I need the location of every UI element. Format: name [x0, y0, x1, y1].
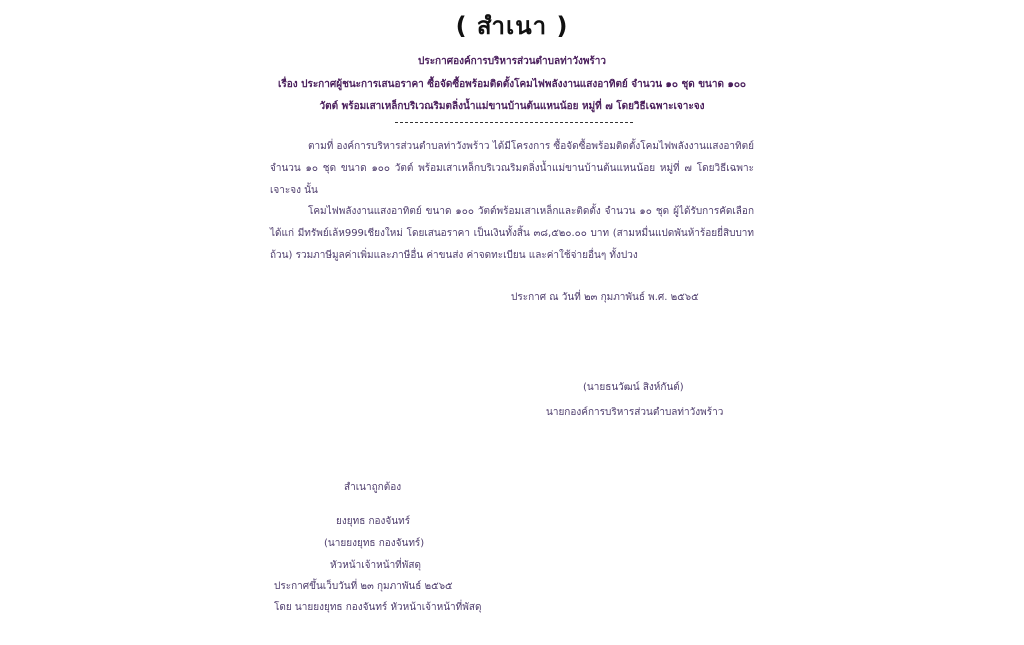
certified-copy-label: สำเนาถูกต้อง — [344, 482, 402, 493]
subject-line-1: เรื่อง ประกาศผู้ชนะการเสนอราคา ซื้อจัดซื้อพร้อมติดตั้งโคมไฟพลังงานแสงอาทิตย์ จำนวน ๑๐ ชุด ขนาด ๑๐๐ — [277, 79, 747, 90]
posted-by: โดย นายยงยุทธ กองจันทร์ หัวหน้าเจ้าหน้าที่พัสดุ — [274, 602, 482, 613]
signer-name: (นายธนวัฒน์ สิงห์กันต์) — [583, 382, 684, 393]
certifier-name: (นายยงยุทธ กองจันทร์) — [324, 538, 425, 549]
subject-line-2: วัตต์ พร้อมเสาเหล็กบริเวณริมตลิ่งน้ำแม่ขานบ้านต้นแหนน้อย หมู่ที่ ๗ โดยวิธีเฉพาะเจาะจง — [319, 101, 705, 112]
copy-title: ( สำเนา ) — [455, 12, 569, 40]
announce-date: ประกาศ ณ วันที่ ๒๓ กุมภาพันธ์ พ.ศ. ๒๕๖๕ — [511, 292, 699, 303]
paragraph-award: โคมไฟพลังงานแสงอาทิตย์ ขนาด ๑๐๐ วัตต์พร้อมเสาเหล็กและติดตั้ง จำนวน ๑๐ ชุด ผู้ได้รับการคัดเลือก ได้แก่ มีทรัพย์เล้ห999เชียงใหม่ โดยเสนอราคา เป็นเงินทั้งสิ้น ๓๘,๕๒๐.๐๐ บาท (สามหมื่นแปดพันห้าร้อยยี่สิบบาทถ้วน) รวมภาษีมูลค่าเพิ่มและภาษีอื่น ค่าขนส่ง ค่าจดทะเบียน และค่าใช้จ่ายอื่นๆ ทั้งปวง — [270, 206, 754, 261]
certifier-signature: ยงยุทธ กองจันทร์ — [336, 516, 411, 527]
certifier-title: หัวหน้าเจ้าหน้าที่พัสดุ — [330, 560, 421, 571]
divider-line — [395, 122, 633, 123]
subject-heading — [260, 74, 764, 118]
signer-title: นายกองค์การบริหารส่วนตำบลท่าวังพร้าว — [546, 407, 724, 418]
web-posted-date: ประกาศขึ้นเว็บวันที่ ๒๓ กุมภาพันธ์ ๒๕๖๕ — [274, 581, 453, 592]
paragraph-intro: ตามที่ องค์การบริหารส่วนตำบลท่าวังพร้าว ได้มีโครงการ ซื้อจัดซื้อพร้อมติดตั้งโคมไฟพลังงานแสงอาทิตย์ จำนวน ๑๐ ชุด ขนาด ๑๐๐ วัตต์ พร้อมเสาเหล็กบริเวณริมตลิ่งน้ำแม่ขานบ้านต้นแหนน้อย หมู่ที่ ๗ โดยวิธีเฉพาะเจาะจง นั้น — [270, 141, 754, 196]
org-heading: ประกาศองค์การบริหารส่วนตำบลท่าวังพร้าว — [417, 56, 607, 67]
